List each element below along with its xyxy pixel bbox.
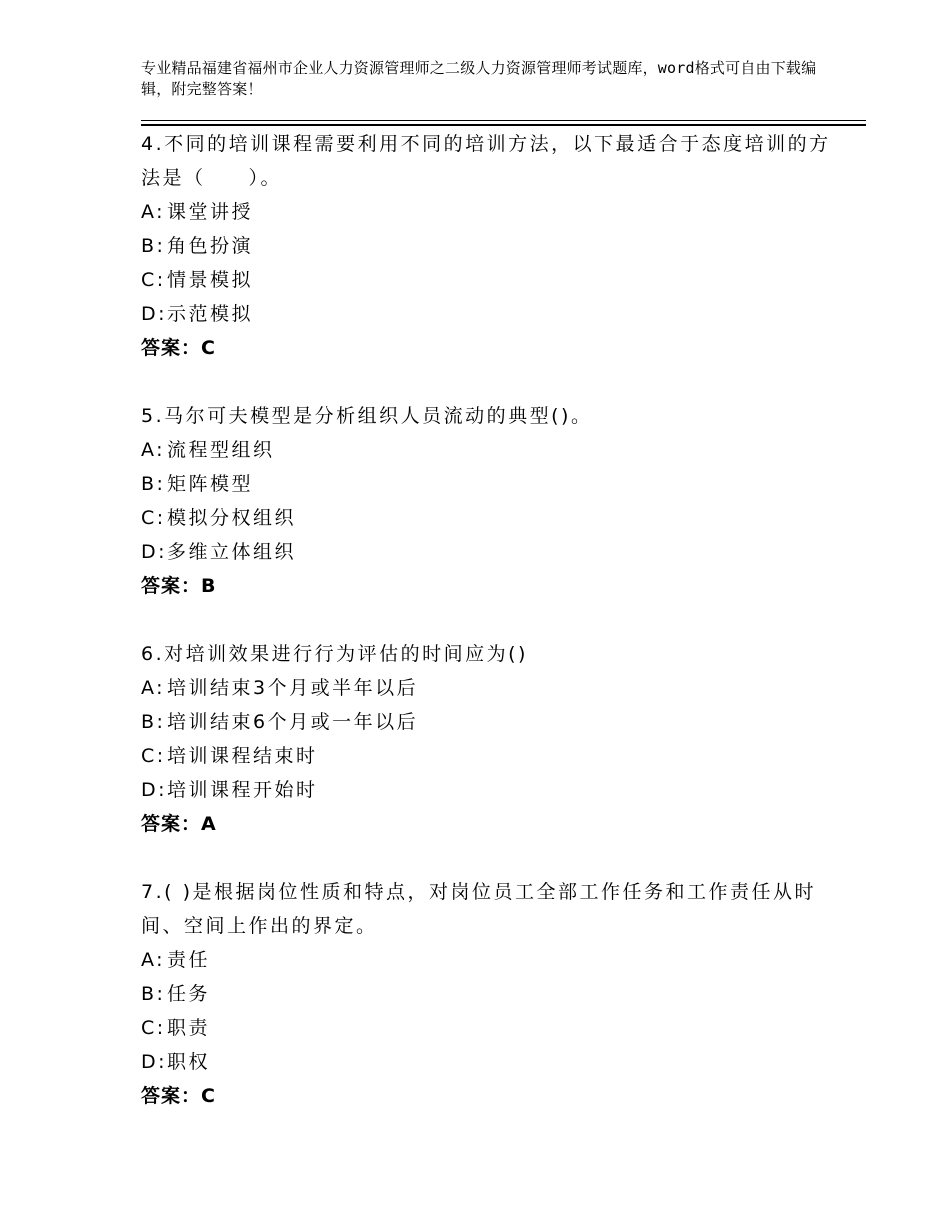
option-c (141, 263, 831, 297)
option-key: D: (141, 1051, 168, 1073)
option-key: D: (141, 541, 168, 563)
option-key: C: (141, 1017, 166, 1039)
option-key: D: (141, 779, 168, 801)
question-stem: 7.( )是根据岗位性质和特点，对岗位员工全部工作任务和工作责任从时间、空间上作出的界定。 (141, 881, 816, 937)
option-key: A: (141, 949, 166, 971)
option-key: D: (141, 303, 168, 325)
option-b (141, 229, 831, 263)
option-b (141, 467, 831, 501)
option-key: B: (141, 473, 166, 495)
option-key: C: (141, 507, 166, 529)
option-key: C: (141, 745, 166, 767)
header-divider-thin (141, 120, 866, 121)
answer-line: 答案：C (141, 1085, 216, 1107)
option-text: 培训课程结束时 (167, 745, 318, 767)
option-text: 角色扮演 (167, 235, 254, 257)
option-text: 培训结束6个月或一年以后 (167, 711, 419, 733)
option-a (141, 195, 831, 229)
document-header: 专业精品福建省福州市企业人力资源管理师之二级人力资源管理师考试题库，word格式可自由下载编辑，附完整答案！ (141, 59, 817, 98)
question-item (141, 399, 831, 603)
answer-line: 答案：B (141, 575, 217, 597)
option-key: B: (141, 711, 166, 733)
header-divider-thick (141, 124, 866, 126)
option-text: 示范模拟 (167, 303, 254, 325)
option-d (141, 1045, 831, 1079)
option-key: B: (141, 983, 166, 1005)
answer-line: 答案：A (141, 813, 217, 835)
option-c (141, 1011, 831, 1045)
option-text: 情景模拟 (167, 269, 254, 291)
question-item (141, 637, 831, 841)
option-a (141, 433, 831, 467)
option-key: A: (141, 677, 166, 699)
option-text: 流程型组织 (167, 439, 275, 461)
option-a (141, 943, 831, 977)
answer-line: 答案：C (141, 337, 216, 359)
option-text: 多维立体组织 (167, 541, 297, 563)
option-c (141, 739, 831, 773)
option-text: 职责 (167, 1017, 211, 1039)
option-text: 任务 (167, 983, 211, 1005)
question-stem: 5.马尔可夫模型是分析组织人员流动的典型()。 (141, 405, 593, 427)
option-text: 矩阵模型 (167, 473, 254, 495)
option-text: 职权 (167, 1051, 211, 1073)
option-key: A: (141, 439, 166, 461)
option-d (141, 773, 831, 807)
question-item (141, 875, 831, 1113)
option-d (141, 297, 831, 331)
option-text: 责任 (167, 949, 211, 971)
option-d (141, 535, 831, 569)
option-key: C: (141, 269, 166, 291)
option-b (141, 977, 831, 1011)
question-stem: 6.对培训效果进行行为评估的时间应为() (141, 643, 528, 665)
option-text: 模拟分权组织 (167, 507, 297, 529)
option-c (141, 501, 831, 535)
option-text: 培训课程开始时 (167, 779, 318, 801)
option-key: B: (141, 235, 166, 257)
question-stem: 4.不同的培训课程需要利用不同的培训方法，以下最适合于态度培训的方法是（ ）。 (141, 133, 831, 189)
option-text: 课堂讲授 (167, 201, 254, 223)
option-key: A: (141, 201, 166, 223)
question-item (141, 127, 831, 365)
option-b (141, 705, 831, 739)
option-a (141, 671, 831, 705)
option-text: 培训结束3个月或半年以后 (167, 677, 419, 699)
question-list (141, 127, 831, 1147)
